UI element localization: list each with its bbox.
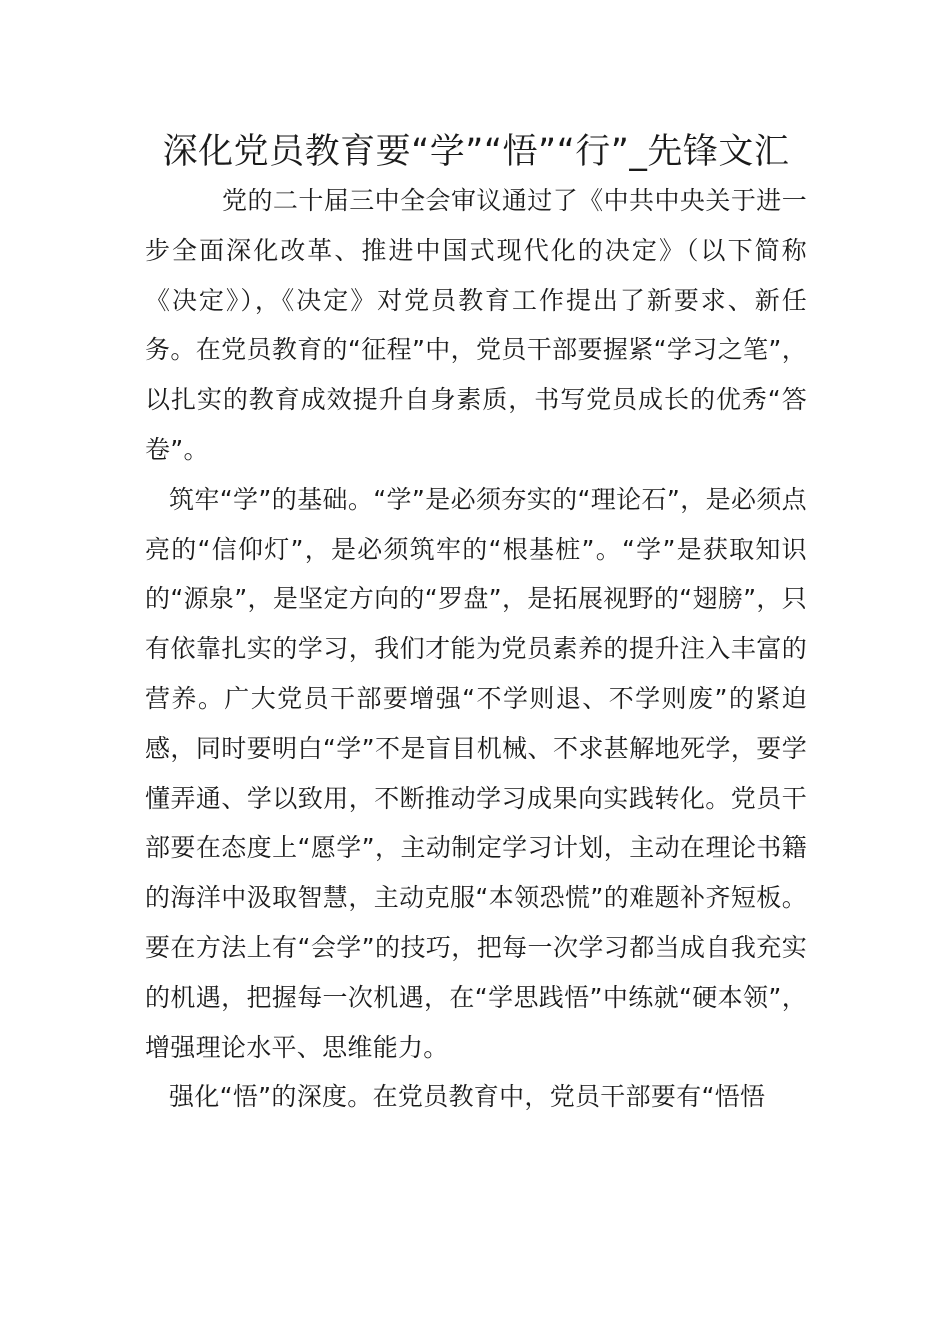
document-title: 深化党员教育要“学”“悟”“行”_先锋文汇 (162, 132, 790, 172)
paragraph-learn: 筑牢“学”的基础。“学”是必须夯实的“理论石”，是必须点亮的“信仰灯”，是必须筑牢的“根基桩”。“学”是获取知识的“源泉”，是坚定方向的“罗盘”，是拓展视野的“翅膀”，只有依靠扎实的学习，我们才能为党员素养的提升注入丰富的营养。广大党员干部要增强“不学则退、不学则废”的紧迫感，同时要明白“学”不是盲目机械、不求甚解地死学，要学懂弄通、学以致用，不断推动学习成果向实践转化。党员干部要在态度上“愿学”，主动制定学习计划，主动在理论书籍的海洋中汲取智慧，主动克服“本领恐慌”的难题补齐短板。要在方法上有“会学”的技巧，把每一次学习都当成自我充实的机遇，把握每一次机遇，在“学思践悟”中练就“硬本领”，增强理论水平、思维能力。 (145, 484, 807, 1062)
document-page (145, 128, 807, 1122)
document-body (145, 176, 807, 1122)
paragraph-intro: 党的二十届三中全会审议通过了《中共中央关于进一步全面深化改革、推进中国式现代化的决定》（以下简称《决定》），《决定》对党员教育工作提出了新要求、新任务。在党员教育的“征程”中，党员干部要握紧“学习之笔”，以扎实的教育成效提升自身素质，书写党员成长的优秀“答卷”。 (145, 186, 807, 464)
paragraph-understand: 强化“悟”的深度。在党员教育中，党员干部要有“悟悟 (169, 1082, 766, 1112)
